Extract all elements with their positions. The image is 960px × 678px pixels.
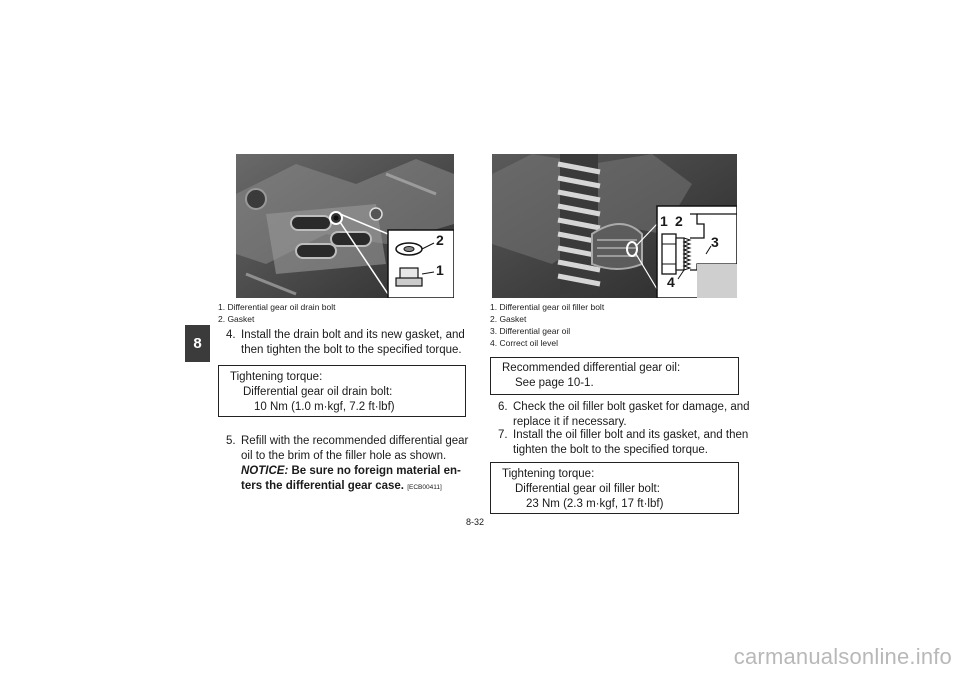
callout-2: 2 xyxy=(436,232,444,248)
right-figure-captions xyxy=(490,301,604,349)
callout-1: 1 xyxy=(436,262,444,278)
step-4 xyxy=(226,328,464,358)
drain-bolt-illustration xyxy=(236,154,454,298)
caption-item: 2. Gasket xyxy=(490,314,527,324)
caption-item: 2. Gasket xyxy=(218,314,255,324)
box-heading: Recommended differential gear oil: xyxy=(502,362,681,374)
filler-bolt-figure xyxy=(492,154,737,298)
notice-text: ters the differential gear case. xyxy=(241,480,404,492)
notice-text: Be sure no foreign material en- xyxy=(288,465,461,477)
filler-bolt-illustration xyxy=(492,154,737,298)
drain-bolt-figure xyxy=(236,154,454,298)
box-heading: Tightening torque: xyxy=(502,468,595,480)
step-number: 7. xyxy=(498,429,508,441)
step-text: oil to the brim of the filler hole as shown. xyxy=(241,450,447,462)
step-5 xyxy=(226,434,469,495)
box-text: Differential gear oil filler bolt: xyxy=(515,483,660,495)
step-6 xyxy=(498,400,750,430)
step-text: Install the drain bolt and its new gasket, and xyxy=(241,329,465,341)
box-text: See page 10-1. xyxy=(515,377,594,389)
notice-code: [ECB00411] xyxy=(407,484,442,491)
caption-item: 4. Correct oil level xyxy=(490,338,559,348)
drain-bolt-torque-box xyxy=(218,365,466,417)
page-number: 8-32 xyxy=(466,517,485,527)
step-text: tighten the bolt to the specified torque. xyxy=(513,444,708,456)
step-text: Install the oil filler bolt and its gasket, and then xyxy=(513,429,749,441)
watermark[interactable]: carmanualsonline.info xyxy=(733,644,952,669)
step-number: 5. xyxy=(226,435,236,447)
callout-1: 1 xyxy=(660,213,668,229)
coil-spring xyxy=(558,154,600,294)
step-text: then tighten the bolt to the specified torque. xyxy=(241,344,462,356)
caption-item: 1. Differential gear oil filler bolt xyxy=(490,302,605,312)
callout-2: 2 xyxy=(675,213,683,229)
notice xyxy=(241,464,464,479)
callout-3: 3 xyxy=(711,234,719,250)
notice-label: NOTICE: xyxy=(241,465,289,477)
recommended-oil-box xyxy=(490,357,739,395)
step-text: Check the oil filler bolt gasket for damage, and xyxy=(513,401,750,413)
torque-value: 23 Nm (2.3 m·kgf, 17 ft·lbf) xyxy=(526,498,664,510)
step-text: replace it if necessary. xyxy=(513,416,627,428)
step-number: 4. xyxy=(226,329,236,341)
chapter-tab: 8 xyxy=(185,325,210,362)
box-text: Differential gear oil drain bolt: xyxy=(243,386,393,398)
box-heading: Tightening torque: xyxy=(230,371,323,383)
left-figure-captions xyxy=(218,301,336,325)
step-7 xyxy=(498,428,749,458)
caption-item: 3. Differential gear oil xyxy=(490,326,571,336)
step-text: Refill with the recommended differential gear xyxy=(241,435,469,447)
torque-value: 10 Nm (1.0 m·kgf, 7.2 ft·lbf) xyxy=(254,401,395,413)
filler-bolt-torque-box xyxy=(490,462,739,514)
caption-item: 1. Differential gear oil drain bolt xyxy=(218,302,336,312)
step-number: 6. xyxy=(498,401,508,413)
callout-4: 4 xyxy=(667,274,675,290)
